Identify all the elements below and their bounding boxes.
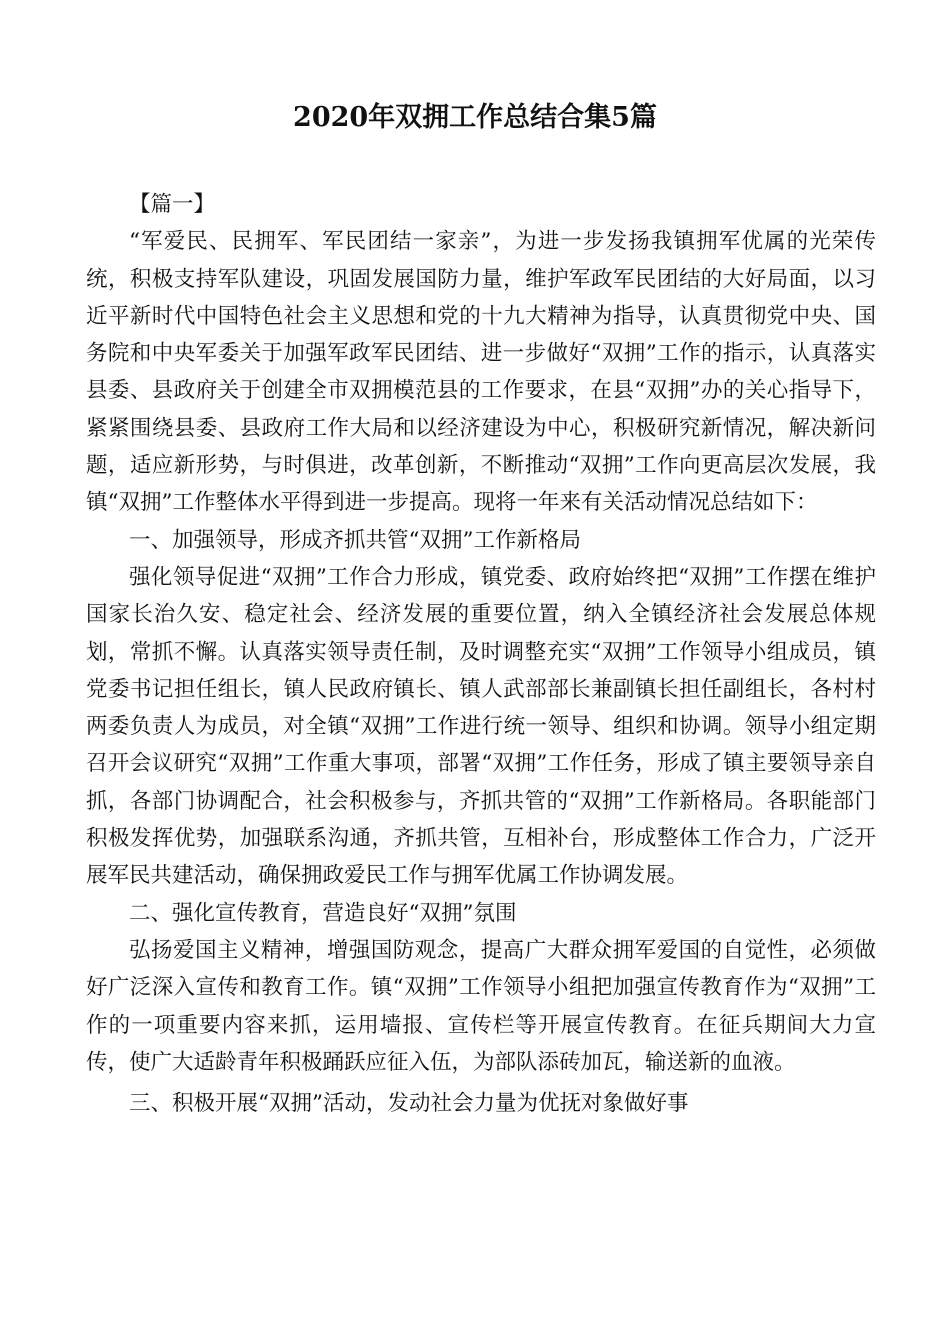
paragraph-intro: “军爱民、民拥军、军民团结一家亲”，为进一步发扬我镇拥军优属的光荣传统，积极支持军队建设，巩固发展国防力量，维护军政军民团结的大好局面，以习近平新时代中国特色社会主义思想和党的十九大精神为指导，认真贯彻党中央、国务院和中央军委关于加强军政军民团结、进一步做好“双拥”工作的指示，认真落实县委、县政府关于创建全市双拥模范县的工作要求，在县“双拥”办的关心指导下，紧紧围绕县委、县政府工作大局和以经济建设为中心，积极研究新情况，解决新问题，适应新形势，与时俱进，改革创新，不断推动“双拥”工作向更高层次发展，我镇“双拥”工作整体水平得到进一步提高。现将一年来有关活动情况总结如下： (86, 229, 876, 516)
heading-one: 一、加强领导，形成齐抓共管“双拥”工作新格局 (129, 527, 581, 553)
document-title: 2020年双拥工作总结合集5篇 (293, 102, 657, 133)
document-body (86, 186, 876, 1122)
section-label: 【篇一】 (129, 192, 216, 217)
paragraph-publicity: 弘扬爱国主义精神，增强国防观念，提高广大群众拥军爱国的自觉性，必须做好广泛深入宣传和教育工作。镇“双拥”工作领导小组把加强宣传教育作为“双拥”工作的一项重要内容来抓，运用墙报、宣传栏等开展宣传教育。在征兵期间大力宣传，使广大适龄青年积极踊跃应征入伍，为部队添砖加瓦，输送新的血液。 (86, 937, 876, 1075)
paragraph-leadership: 强化领导促进“双拥”工作合力形成，镇党委、政府始终把“双拥”工作摆在维护国家长治久安、稳定社会、经济发展的重要位置，纳入全镇经济社会发展总体规划，常抓不懈。认真落实领导责任制，及时调整充实“双拥”工作领导小组成员，镇党委书记担任组长，镇人民政府镇长、镇人武部部长兼副镇长担任副组长，各村村两委负责人为成员，对全镇“双拥”工作进行统一领导、组织和协调。领导小组定期召开会议研究“双拥”工作重大事项，部署“双拥”工作任务，形成了镇主要领导亲自抓，各部门协调配合，社会积极参与，齐抓共管的“双拥”工作新格局。各职能部门积极发挥优势，加强联系沟通，齐抓共管，互相补台，形成整体工作合力，广泛开展军民共建活动，确保拥政爱民工作与拥军优属工作协调发展。 (86, 564, 876, 889)
heading-two: 二、强化宣传教育，营造良好“双拥”氛围 (129, 900, 517, 926)
heading-three: 三、积极开展“双拥”活动，发动社会力量为优抚对象做好事 (129, 1091, 689, 1117)
